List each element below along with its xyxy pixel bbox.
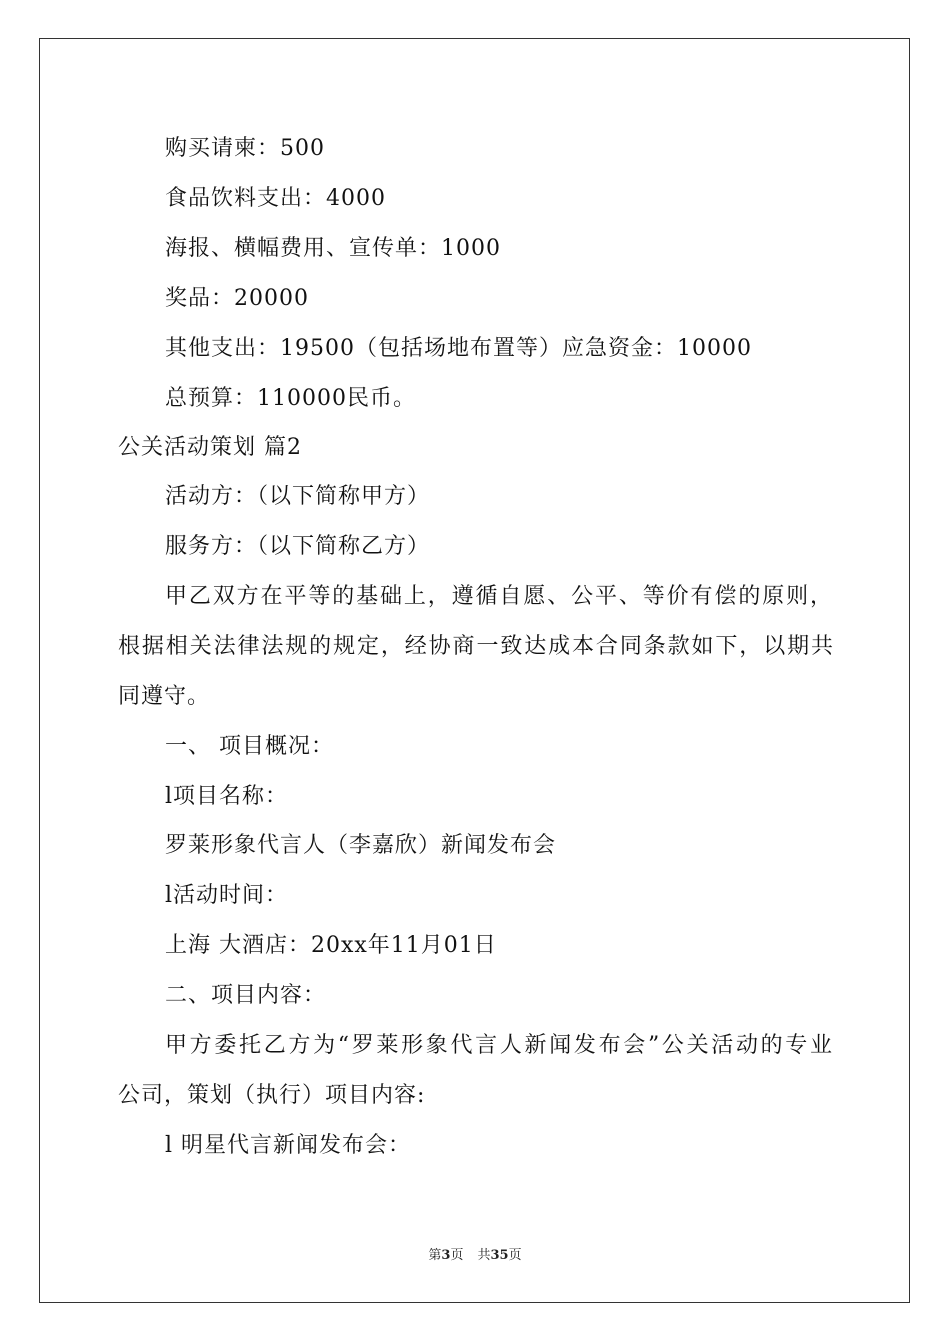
budget-posters: 海报、横幅费用、宣传单：1000 [165,236,501,261]
page-number: 3 [441,1248,451,1263]
budget-food-drinks: 食品饮料支出：4000 [165,186,386,211]
paragraph-line: 甲乙双方在平等的基础上，遵循自愿、公平、等价有偿的原则， [165,584,833,609]
project-content-heading: 二、项目内容： [165,983,327,1008]
paragraph-line: 甲方委托乙方为“罗莱形象代言人新闻发布会”公关活动的专业 [165,1033,833,1058]
paragraph-line: 公司，策划（执行）项目内容: [118,1083,426,1108]
budget-prizes: 奖品：20000 [165,286,309,311]
list-item: l 明星代言新闻发布会： [165,1133,412,1158]
paragraph-line: 同遵守。 [118,684,211,709]
footer-prefix: 第 [428,1248,442,1263]
paragraph-line: 根据相关法律法规的规定，经协商一致达成本合同条款如下，以期共 [118,634,834,659]
project-name-value: 罗莱形象代言人（李嘉欣）新闻发布会 [165,833,557,858]
activity-time-value: 上海 大酒店：20xx年11月01日 [165,933,497,958]
page-footer [0,1247,950,1265]
activity-time-label: l活动时间： [165,883,289,908]
budget-total: 总预算：110000民币。 [165,386,416,411]
party-b-line: 服务方：（以下简称乙方） [165,534,431,559]
section-heading: 公关活动策划 篇2 [118,435,302,460]
footer-total-suffix: 页 [508,1248,522,1263]
project-name-label: l项目名称： [165,784,289,809]
item-overview-heading: 一、 项目概况： [165,734,334,759]
party-a-line: 活动方：（以下简称甲方） [165,484,431,509]
total-pages: 35 [490,1248,509,1263]
page-frame [39,38,910,1303]
footer-page-suffix: 页 [450,1248,464,1263]
budget-invitations: 购买请柬：500 [165,136,325,161]
budget-other: 其他支出：19500（包括场地布置等）应急资金：10000 [165,336,752,361]
footer-total-prefix: 共 [477,1248,491,1263]
